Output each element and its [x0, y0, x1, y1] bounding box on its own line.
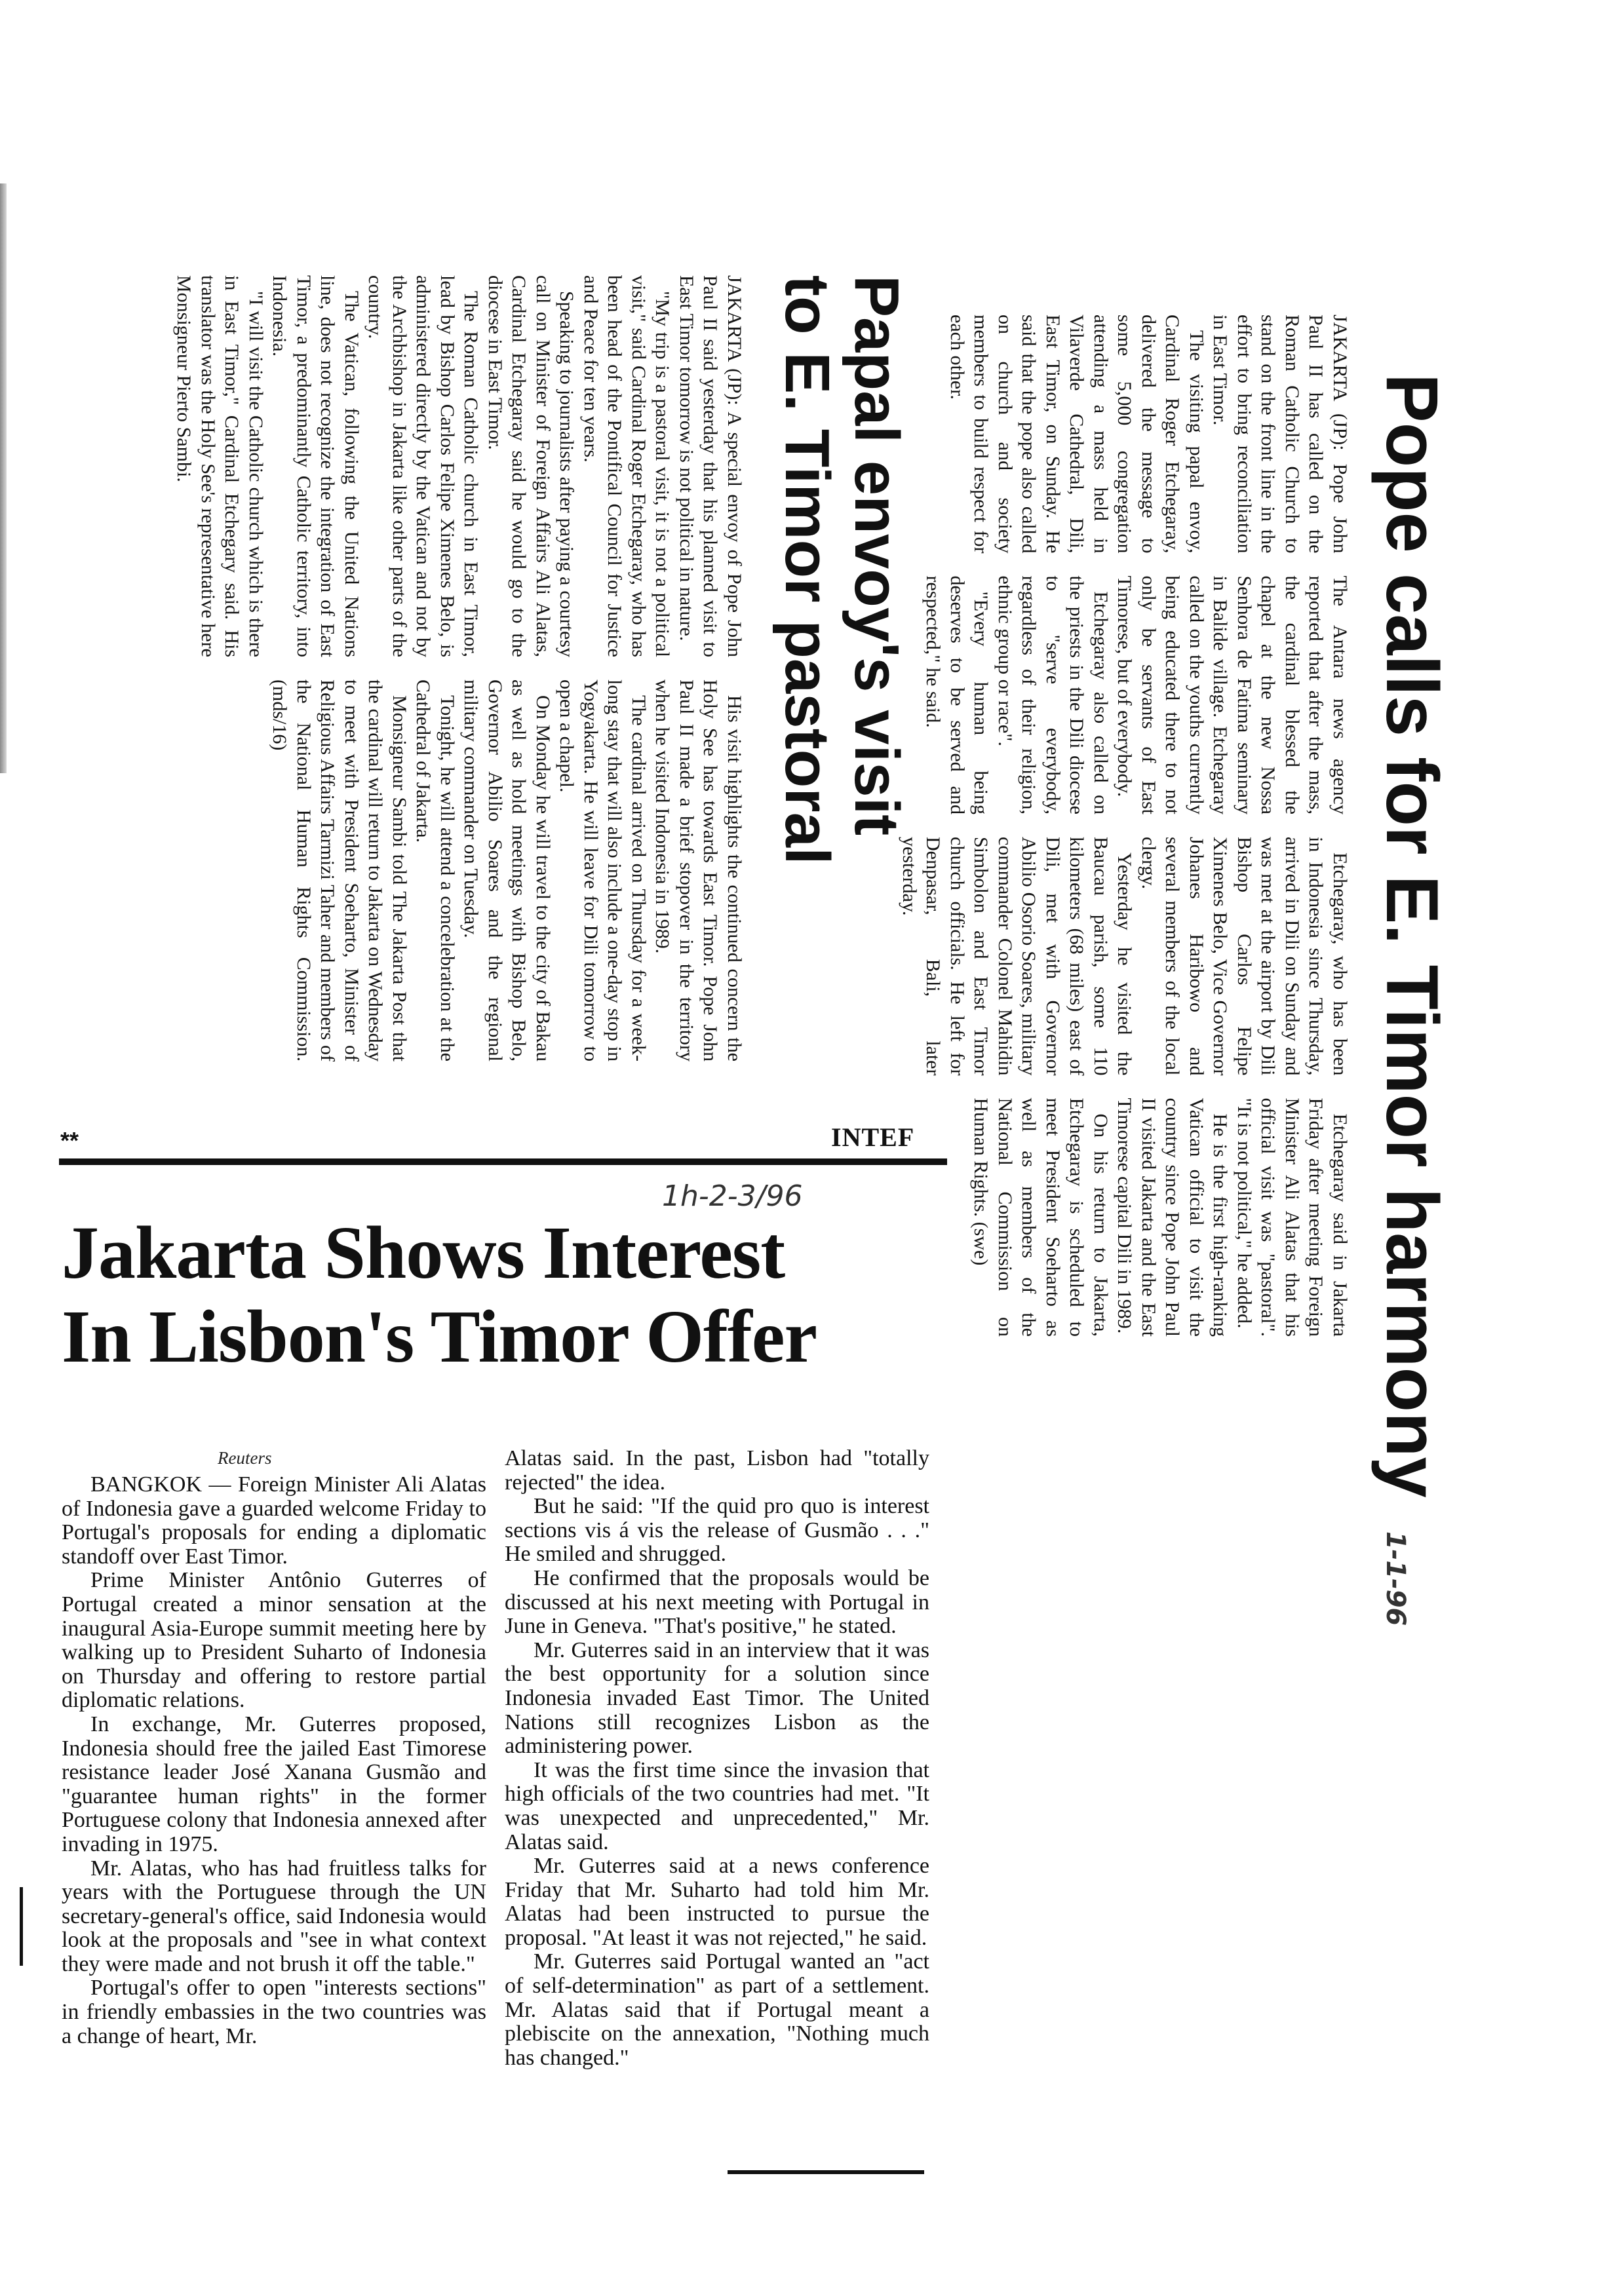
paragraph: JAKARTA (JP): Pope John Paul II has called on the Roman Catholic Church to stand on the front line in the effort to bring reconciliation in East Timor. [1209, 315, 1351, 554]
envoy-story-body [172, 275, 746, 1062]
handwritten-date: 1-1-96 [1380, 1531, 1411, 1626]
paragraph: Mr. Guterres said at a news conference Friday that Mr. Suharto had told him Mr. Alatas had been instructed to pursue the proposal. "At least it was not rejected," he said. [505, 1854, 929, 1950]
paragraph: "My trip is a pastoral visit, it is not a political visit," said Cardinal Roger Etchegaray, who has been head of the Pontifical Council for Justice and Peace for ten years. [580, 275, 674, 657]
pope-story [897, 288, 1453, 1626]
paragraph: Monsigneur Sambi told The Jakarta Post that the cardinal will return to Jakarta on Wednesday to meet with President Soeharto, Minister of Religious Affairs Tarmizi Taher and members of the National Human Rights Commission. (mds/16) [269, 679, 410, 1062]
scan-edge-shadow [0, 183, 7, 773]
paragraph: Portugal's offer to open "interests sections" in friendly embassies in the two countries was a change of heart, Mr. [62, 1976, 486, 2048]
pope-col-2 [897, 576, 1352, 815]
lisbon-col-2 [505, 1447, 929, 2070]
paragraph: Mr. Guterres said Portugal wanted an "act of self-determination" as part of a settlement. Mr. Alatas said that if Portugal meant a plebiscite on the annexation, "Nothing much has changed." [505, 1949, 929, 2070]
paragraph: Etchegaray also called on the priests in the Dili diocese to "serve everybody, regardless of their religion, ethnic group or race". [994, 575, 1112, 814]
paragraph: Tonight, he will attend a concelebration at the Cathedral of Jakarta. [412, 679, 458, 1062]
paragraph: The Antara news agency reported that after the mass, the cardinal blessed the chapel at the new Nossa Senhora de Fatima seminary in Balide village. Etchegaray called on the youths currently being educated there to not only be servants of East Timorese, but of everybody. [1114, 575, 1351, 814]
end-rule [728, 2170, 924, 2174]
paragraph: On Monday he will travel to the city of Bakau as well as hold meetings with Bishop Belo, Governor Abilio Soares and the regional military commander on Tuesday. [460, 679, 554, 1062]
paragraph: Etchegaray said in Jakarta Friday after meeting Foreign Minister Ali Alatas that his official visit was "pastoral". "It is not political," he added. [1234, 1098, 1351, 1337]
paragraph: The Vatican, following the United Nations line, does not recognize the integration of East Timor, a predominantly Catholic territory, into Indonesia. [269, 275, 362, 657]
lisbon-headline-line-1: Jakarta Shows Interest [62, 1211, 785, 1294]
paragraph: It was the first time since the invasion that high officials of the two countries had met. "It was unexpected and unprecedented," Mr. Alatas said. [505, 1757, 929, 1854]
paragraph: JAKARTA (JP): A special envoy of Pope John Paul II said yesterday that his planned visit to East Timor tomorrow is not political in nature. [676, 275, 745, 657]
envoy-story [172, 275, 911, 1062]
handwritten-note: 1h-2-3/96 [662, 1179, 803, 1213]
paragraph: Speaking to journalists after paying a courtesy call on Minister of Foreign Affairs Ali Alatas, Cardinal Etchegaray said he would go to the diocese in East Timor. [484, 275, 578, 657]
paragraph: Etchegaray, who has been in Indonesia since Thursday, arrived in Dili on Sunday and was met at the airport by Dili Bishop Carlos Felipe Ximenes Belo, Vice Governor Johanes Haribowo and several members of the local clergy. [1138, 837, 1351, 1076]
margin-mark [20, 1887, 23, 1966]
envoy-story-headline [772, 275, 911, 1062]
envoy-col-1 [172, 275, 746, 657]
paragraph: He is the first high-ranking Vatican official to visit the country since Pope John Paul II visited Jakarta and the East Timorese capital Dili in 1989. [1114, 1098, 1232, 1337]
envoy-col-2 [172, 679, 746, 1062]
envoy-headline-line-1: Papal envoy's visit [842, 275, 912, 836]
paragraph: Mr. Alatas, who has had fruitless talks for years with the Portuguese through the UN secretary-general's office, said Indonesia would look at the proposals and "see in what context they were made and not brush it off the table." [62, 1856, 486, 1976]
paragraph: Mr. Guterres said in an interview that it was the best opportunity for a solution since Indonesia invaded East Timor. The United Nations still recognizes Lisbon as the administering power. [505, 1637, 929, 1759]
section-rule [59, 1158, 947, 1165]
paragraph: Prime Minister Antônio Guterres of Portugal created a minor sensation at the inaugural Asia-Europe summit meeting here by walking up to President Suharto of Indonesia on Thursday and offering to restore partial diplomatic relations. [62, 1568, 486, 1713]
byline: Reuters [218, 1448, 272, 1468]
section-stars: ** [60, 1127, 79, 1154]
paragraph: The visiting papal envoy, Cardinal Roger Etchegaray, delivered the message to some 5,000 congregation attending a mass held in Vilaverde Cathedral, Dili, East Timor, on Sunday. He said that the pope also called on church and society members to build respect for each other. [946, 315, 1207, 554]
paragraph: The Roman Catholic church in East Timor, lead by Bishop Carlos Felipe Ximenes Belo, is administered directly by the Vatican and not by the Archbishop in Jakarta like other parts of the country. [364, 275, 482, 657]
pope-col-1 [897, 315, 1352, 554]
paragraph: On his return to Jakarta, Etchegaray is scheduled to meet President Soeharto as well as members of the National Commission on Human Rights. (swe) [970, 1098, 1112, 1337]
paragraph: But he said: "If the quid pro quo is interest sections vis á vis the release of Gusmão . . ." He smiled and shrugged. [505, 1494, 929, 1567]
paragraph: In exchange, Mr. Guterres proposed, Indonesia should free the jailed East Timorese resistance leader José Xanana Gusmão and "guarantee human rights" in the former Portuguese colony that Indonesia annexed after invading in 1975. [62, 1712, 486, 1856]
paragraph: His visit highlights the continued concern the Holy See has towards East Timor. Pope John Paul II made a brief stopover in the territory when he visited Indonesia in 1989. [652, 679, 745, 1062]
pope-col-4 [897, 1098, 1352, 1337]
lisbon-headline [62, 1211, 940, 1379]
pope-story-body [897, 288, 1352, 1337]
paragraph: Yesterday he visited the Baucau parish, some 110 kilometers (68 miles) east of Dili, met with Governor Abilio Osorio Soares, military commander Colonel Mahidin Simbolon and East Timor church officials. He left for Denpasar, Bali, later yesterday. [899, 837, 1136, 1076]
paragraph: He confirmed that the proposals would be discussed at his next meeting with Portugal in June in Geneva. "That's positive," he stated. [505, 1565, 929, 1639]
paragraph: Alatas said. In the past, Lisbon had "totally rejected" the idea. [505, 1446, 929, 1495]
envoy-headline-line-2: to E. Timor pastoral [772, 275, 842, 865]
paragraph: "Every human being deserves to be served and respected," he said. [922, 575, 992, 814]
paragraph: The cardinal arrived on Thursday for a week-long stay that will also include a one-day stop in Yogyakarta. He will leave for Dili tomorrow to open a chapel. [556, 679, 650, 1062]
pope-story-headline: Pope calls for E. Timor harmony 1-1-96 [1371, 373, 1453, 1626]
paragraph: "I will visit the Catholic church which is there in East Timor," Cardinal Etchegary said. His translator was the Holy See's representative here Monsigneur Pierto Sambi. [173, 275, 267, 657]
paragraph: BANGKOK — Foreign Minister Ali Alatas of Indonesia gave a guarded welcome Friday to Portugal's proposals for ending a diplomatic standoff over East Timor. [62, 1472, 486, 1569]
pope-col-3 [897, 837, 1352, 1076]
section-label: INTEF [831, 1122, 915, 1152]
lisbon-col-1 [62, 1473, 486, 2048]
lisbon-headline-line-2: In Lisbon's Timor Offer [62, 1295, 817, 1378]
